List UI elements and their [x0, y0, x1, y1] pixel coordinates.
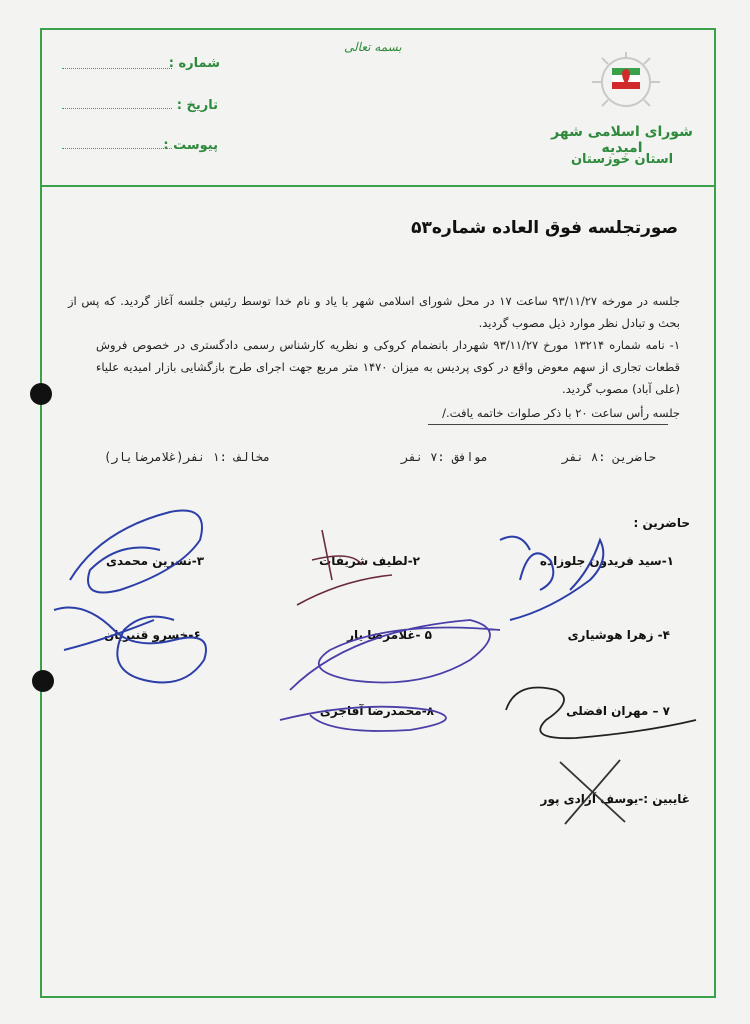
iran-emblem-icon	[586, 52, 666, 112]
signature-5	[270, 600, 520, 740]
absent-cross-mark	[550, 752, 640, 832]
attendee-6: ۶-خسرو قنبریان	[104, 628, 201, 642]
date-label: تاریخ :	[176, 98, 218, 113]
closing-statement: جلسه رأس ساعت ۲۰ با ذکر صلوات خاتمه یافت./	[442, 406, 680, 420]
attendee-7: ۷ – مهران افضلی	[566, 704, 670, 718]
header-divider	[40, 185, 716, 187]
opening-paragraph: جلسه در مورخه ۹۳/۱۱/۲۷ ساعت ۱۷ در محل شورای اسلامی شهر با یاد و نام خدا توسط رئیس جلسه آغاز گردید. که پس از بحث و تبادل نظر موارد ذیل مصوب گردید.	[68, 294, 680, 330]
vote-present: حاضرین :۸ نفر	[562, 450, 656, 464]
absent-member: غایبین :-یوسف آزادی پور	[540, 792, 690, 806]
bismillah-calligraphy: بسمه تعالی	[344, 40, 402, 54]
attendee-4: ۴- زهرا هوشیاری	[567, 628, 670, 642]
closing-underline	[428, 424, 668, 425]
number-label: شماره :	[168, 56, 220, 71]
date-field-line	[62, 108, 172, 109]
attachment-label: پیوست :	[163, 138, 218, 153]
binder-hole-top	[30, 383, 52, 405]
attachment-field-line	[62, 148, 172, 149]
attendee-8: ۸-محمدرضا آقاجری	[319, 704, 434, 718]
province-name: استان خوزستان	[570, 152, 674, 167]
vote-agree: موافق :۷ نفر	[401, 450, 488, 464]
vote-oppose: مخالف :۱ نفر(غلامرضایار)	[104, 450, 271, 464]
attendee-1: ۱-سید فریدون جلوزاده	[539, 554, 674, 568]
attendee-2: ۲-لطیف شریفات	[319, 554, 420, 568]
signature-2	[292, 520, 402, 610]
document-title: صورتجلسه فوق العاده شماره۵۳	[411, 218, 678, 238]
signature-6	[44, 590, 224, 700]
council-name: شورای اسلامی شهر امیدیه	[551, 124, 693, 156]
attendees-heading: حاضرین :	[633, 516, 690, 530]
signature-7	[496, 660, 706, 750]
resolution-item-1: ۱- نامه شماره ۱۳۲۱۴ مورخ ۹۳/۱۱/۲۷ شهردار بانضمام کروکی و نظریه کارشناس رسمی دادگستری در خصوص فروش قطعات تجاری از سهم معوض واقع در کوی پردیس به میزان ۱۴۷۰ متر مربع جهت اجرای طرح بازگشایی بازار امیدیه علیاء (علی آباد) مصوب گردید.	[96, 338, 680, 396]
attendee-3: ۳-نسرین محمدی	[106, 554, 205, 568]
number-field-line	[62, 68, 172, 69]
attendee-5: ۵ -غلامرضا یار	[347, 628, 432, 642]
